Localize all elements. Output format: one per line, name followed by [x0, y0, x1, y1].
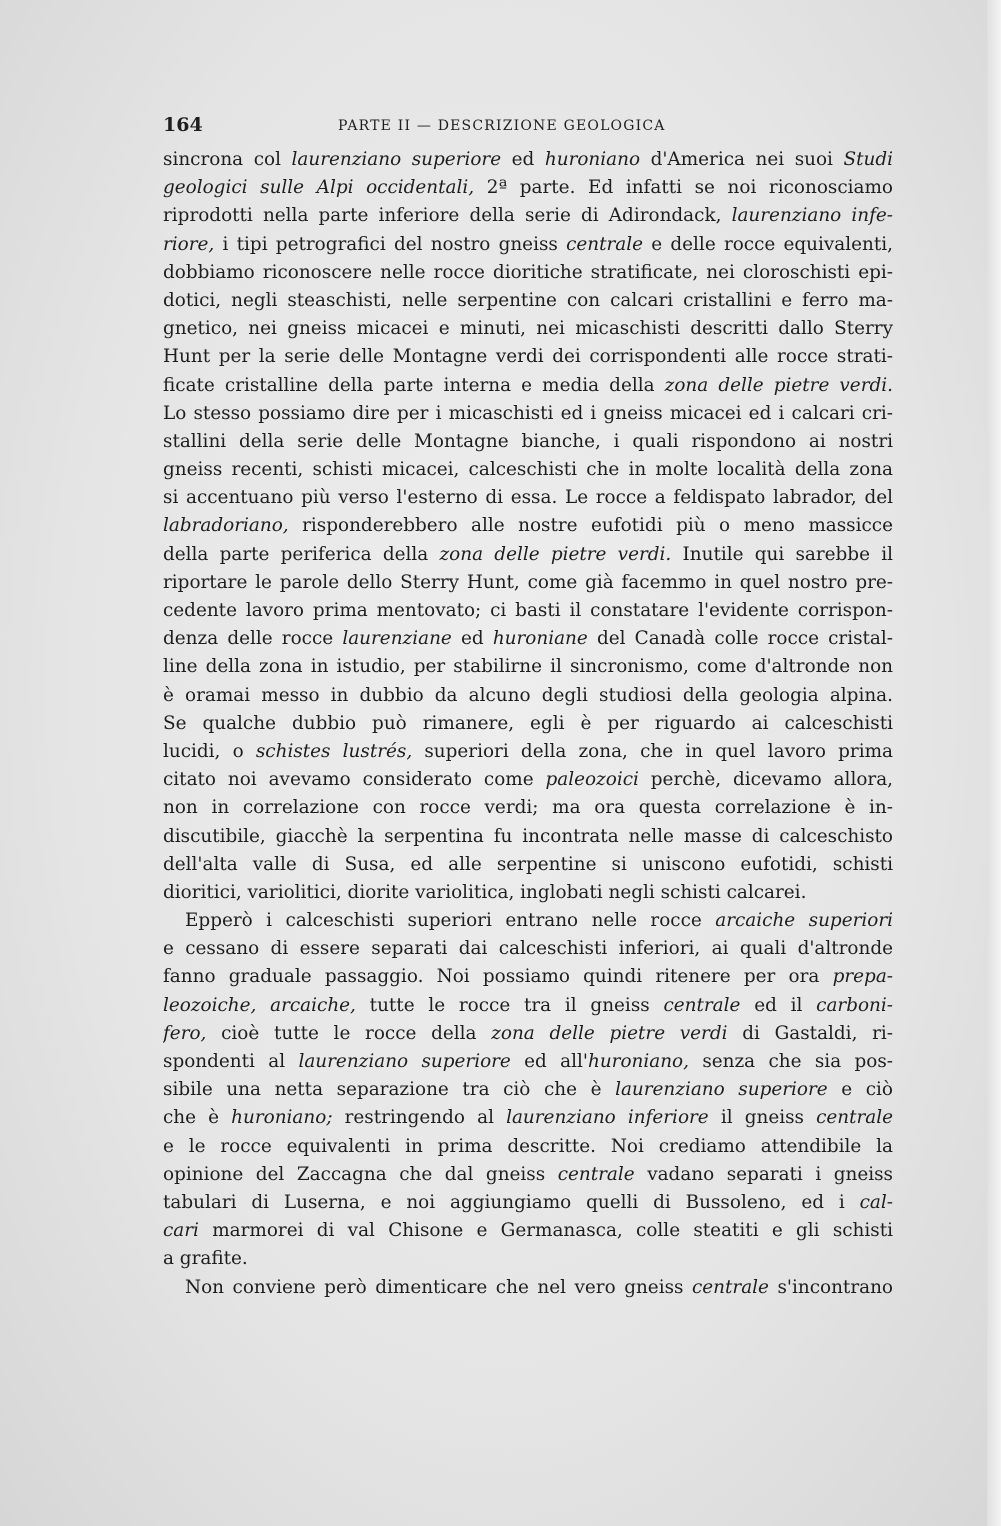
italic-text: geologici sulle Alpi occidentali,: [163, 177, 475, 199]
italic-text: zona delle pietre verdi.: [664, 374, 893, 396]
italic-text: carboni-: [816, 994, 893, 1016]
text-segment: risponderebbero alle nostre eufotidi più o meno massicce: [288, 515, 893, 537]
text-segment: riportare le parole dello Sterry Hunt, come già facemmo in quel nostro pre-: [163, 571, 893, 593]
text-segment: Se qualche dubbio può rimanere, egli è per riguardo ai calceschisti: [163, 712, 893, 734]
text-segment: spondenti al: [163, 1051, 299, 1072]
text-segment: dotici, negli steaschisti, nelle serpentine con calcari cristallini e ferro ma-: [163, 289, 893, 311]
text-segment: riprodotti nella parte inferiore della serie di Adirondack,: [163, 205, 732, 227]
text-segment: superiori della zona, che in quel lavoro prima: [412, 740, 893, 762]
italic-text: cari: [163, 1220, 199, 1242]
text-segment: tabulari di Luserna, e noi aggiungiamo quelli di Bussoleno, ed i: [163, 1191, 860, 1213]
italic-text: leozoiche, arcaiche,: [163, 994, 356, 1016]
italic-text: huroniano: [544, 149, 641, 170]
text-line: [163, 569, 893, 597]
italic-text: laurenziano inferiore: [506, 1107, 709, 1129]
text-line: [163, 372, 893, 400]
running-title: PARTE II — DESCRIZIONE GEOLOGICA: [338, 118, 666, 134]
italic-text: fero,: [163, 1022, 207, 1044]
text-segment: lucidi, o: [163, 740, 256, 762]
text-line: [163, 823, 893, 851]
text-segment: dobbiamo riconoscere nelle rocce dioritiche stratificate, nei cloroschisti epi-: [163, 261, 893, 283]
text-segment: d'America nei suoi: [640, 149, 844, 170]
text-segment: cioè tutte le rocce della: [206, 1022, 492, 1044]
text-segment: Epperò i calceschisti superiori entrano nelle rocce: [185, 910, 716, 932]
text-segment: ed all': [510, 1051, 588, 1072]
italic-text: laurenziano infe-: [731, 205, 893, 227]
page-edge: [987, 0, 1001, 1526]
text-segment: ficate cristalline della parte interna e media della: [163, 374, 665, 396]
text-line: [163, 1189, 893, 1217]
text-line: [163, 287, 893, 315]
text-line: [163, 794, 893, 822]
text-segment: gnetico, nei gneiss micacei e minuti, nei micaschisti descritti dallo Sterry: [163, 318, 893, 340]
italic-text: centrale: [816, 1107, 893, 1129]
italic-text: laurenziane: [342, 628, 452, 650]
text-segment: a grafite.: [163, 1248, 248, 1270]
text-line: [163, 1076, 893, 1104]
italic-text: zona delle pietre verdi.: [439, 543, 672, 565]
text-line: [163, 343, 893, 371]
italic-text: cal-: [859, 1191, 893, 1213]
text-segment: ed: [451, 628, 493, 650]
page-number: 164: [163, 114, 203, 136]
text-line: [163, 146, 893, 174]
text-line: [163, 231, 893, 259]
italic-text: laurenziano superiore: [615, 1079, 828, 1101]
text-line: [163, 541, 893, 569]
italic-text: huroniane: [492, 628, 588, 650]
text-segment: il gneiss: [708, 1107, 817, 1129]
text-segment: tutte le rocce tra il gneiss: [355, 994, 664, 1016]
text-segment: Inutile qui sarebbe il: [671, 543, 893, 565]
text-segment: 2ª parte. Ed infatti se noi riconosciamo: [474, 177, 893, 199]
text-line: [163, 738, 893, 766]
text-segment: denza delle rocce: [163, 628, 343, 650]
text-segment: Non conviene però dimenticare che nel vero gneiss: [185, 1276, 692, 1298]
italic-text: riore,: [163, 233, 215, 255]
body-text: [163, 146, 893, 1302]
text-segment: gneiss recenti, schisti micacei, calceschisti che in molte località della zona: [163, 459, 893, 481]
text-line: [163, 1020, 893, 1048]
text-line: [163, 992, 893, 1020]
text-segment: fanno graduale passaggio. Noi possiamo quindi ritenere per ora: [163, 966, 833, 988]
italic-text: Studi: [843, 149, 893, 170]
italic-text: laurenziano superiore: [298, 1051, 511, 1072]
text-segment: sibile una netta separazione tra ciò che è: [163, 1079, 616, 1101]
text-line: [163, 202, 893, 230]
text-segment: sincrona col: [163, 149, 292, 170]
text-line: [163, 766, 893, 794]
italic-text: arcaiche superiori: [715, 910, 893, 932]
text-line: [163, 1217, 893, 1245]
text-segment: e cessano di essere separati dai calceschisti inferiori, ai quali d'altronde: [163, 938, 893, 960]
text-line: [163, 1274, 893, 1302]
text-line: [163, 597, 893, 625]
italic-text: prepa-: [832, 966, 893, 988]
text-segment: Hunt per la serie delle Montagne verdi dei corrispondenti alle rocce strati-: [163, 346, 893, 368]
text-segment: opinione del Zaccagna che dal gneiss: [163, 1163, 558, 1185]
text-line: [163, 653, 893, 681]
italic-text: laurenziano superiore: [291, 149, 502, 170]
text-line: [163, 484, 893, 512]
text-segment: s'incontrano: [768, 1276, 893, 1298]
text-line: [163, 315, 893, 343]
text-segment: line della zona in istudio, per stabilirne il sincronismo, come d'altronde non: [163, 656, 893, 678]
text-line: [163, 907, 893, 935]
text-segment: citato noi avevamo considerato come: [163, 769, 546, 791]
text-segment: vadano separati i gneiss: [634, 1163, 893, 1185]
italic-text: zona delle pietre verdi: [491, 1022, 728, 1044]
italic-text: centrale: [663, 994, 741, 1016]
text-line: [163, 1048, 893, 1076]
text-line: [163, 1133, 893, 1161]
text-segment: dioritici, variolitici, diorite variolitica, inglobati negli schisti calcarei.: [163, 881, 807, 903]
italic-text: centrale: [557, 1163, 635, 1185]
text-line: [163, 259, 893, 287]
text-line: [163, 682, 893, 710]
text-segment: cedente lavoro prima mentovato; ci basti il constatare l'evidente corrispon-: [163, 600, 893, 621]
text-segment: restringendo al: [332, 1107, 507, 1129]
text-segment: marmorei di val Chisone e Germanasca, colle steatiti e gli schisti: [198, 1220, 893, 1242]
text-line: [163, 400, 893, 428]
text-line: [163, 879, 893, 907]
text-line: [163, 174, 893, 202]
text-line: [163, 935, 893, 963]
text-line: [163, 1245, 893, 1273]
italic-text: centrale: [692, 1276, 769, 1298]
text-line: [163, 851, 893, 879]
text-segment: è oramai messo in dubbio da alcuno degli studiosi della geologia alpina.: [163, 684, 893, 706]
text-segment: e le rocce equivalenti in prima descritte. Noi crediamo attendibile la: [163, 1135, 893, 1157]
text-segment: non in correlazione con rocce verdi; ma ora questa correlazione è in-: [163, 797, 893, 819]
text-line: [163, 512, 893, 540]
italic-text: centrale: [566, 233, 644, 255]
text-line: [163, 1161, 893, 1189]
text-segment: senza che sia pos-: [688, 1051, 893, 1072]
text-segment: della parte periferica della: [163, 543, 440, 565]
text-line: [163, 710, 893, 738]
text-line: [163, 456, 893, 484]
text-line: [163, 1104, 893, 1132]
italic-text: labradoriano,: [163, 515, 289, 537]
italic-text: schistes lustrés,: [255, 740, 413, 762]
text-segment: perchè, dicevamo allora,: [638, 769, 893, 791]
text-segment: che è: [163, 1107, 232, 1129]
text-line: [163, 625, 893, 653]
text-segment: del Canadà colle rocce cristal-: [587, 628, 893, 650]
text-segment: ed: [501, 149, 545, 170]
text-line: [163, 963, 893, 991]
text-line: [163, 428, 893, 456]
text-segment: e delle rocce equivalenti,: [643, 233, 893, 255]
italic-text: paleozoici: [545, 769, 639, 791]
italic-text: huroniano,: [587, 1051, 689, 1072]
italic-text: huroniano;: [231, 1107, 333, 1129]
running-header: [163, 114, 893, 142]
text-segment: si accentuano più verso l'esterno di essa. Le rocce a feldispato labrador, del: [163, 487, 893, 509]
text-segment: i tipi petrografici del nostro gneiss: [214, 233, 567, 255]
text-segment: Lo stesso possiamo dire per i micaschisti ed i gneiss micacei ed i calcari cri-: [163, 402, 893, 424]
text-segment: di Gastaldi, ri-: [727, 1022, 893, 1044]
text-segment: ed il: [740, 994, 817, 1016]
text-segment: dell'alta valle di Susa, ed alle serpentine si uniscono eufotidi, schisti: [163, 853, 893, 875]
text-segment: stallini della serie delle Montagne bianche, i quali rispondono ai nostri: [163, 430, 893, 452]
text-segment: discutibile, giacchè la serpentina fu incontrata nelle masse di calceschisto: [163, 825, 893, 847]
text-segment: e ciò: [827, 1079, 893, 1101]
